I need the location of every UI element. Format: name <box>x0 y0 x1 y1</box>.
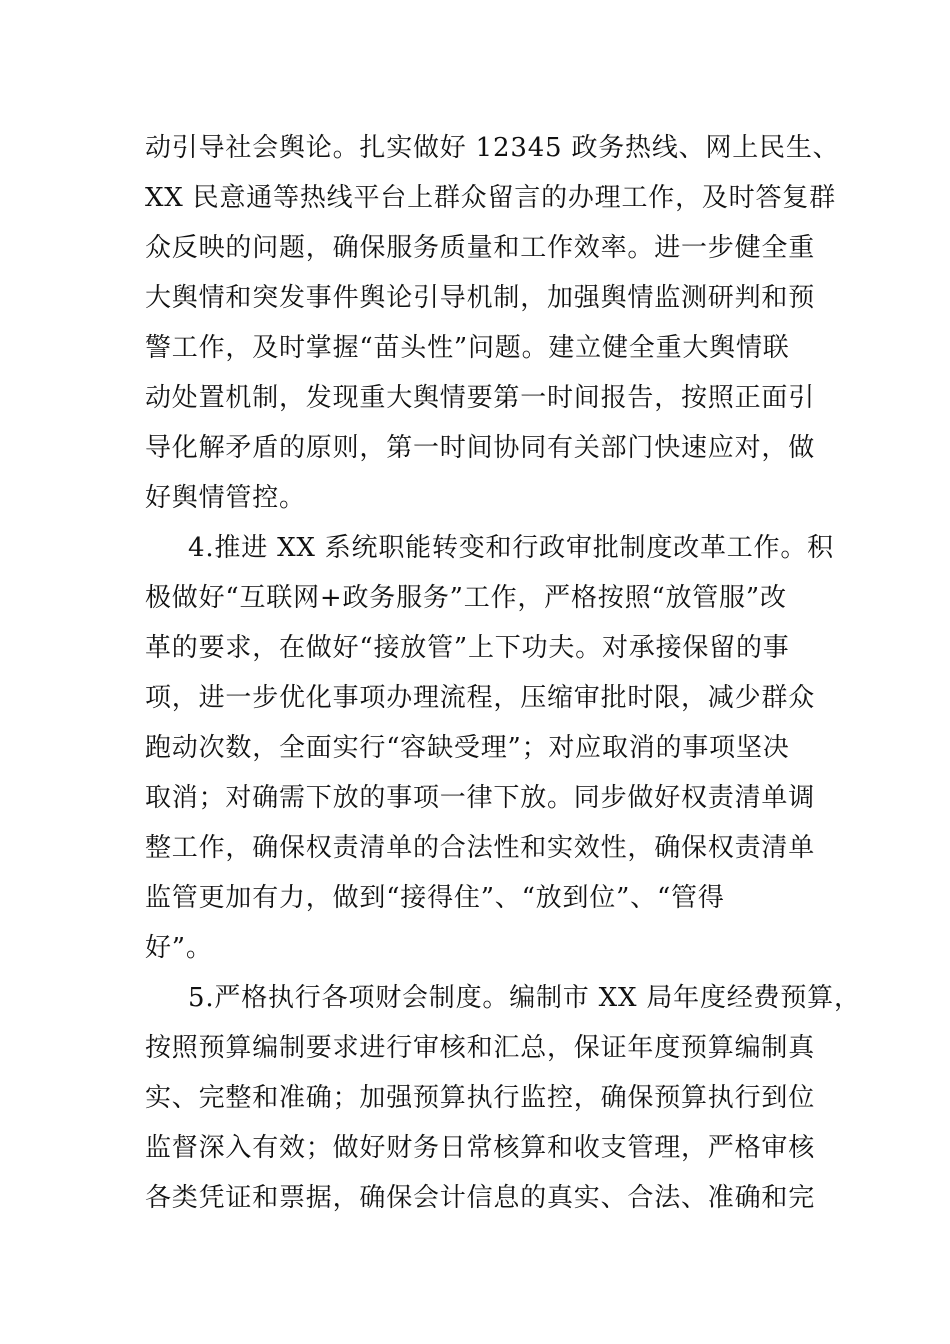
text-line: 警工作，及时掌握“苗头性”问题。建立健全重大舆情联 <box>145 333 790 363</box>
text-line: 取消；对确需下放的事项一律下放。同步做好权责清单调 <box>145 783 816 813</box>
text-line: 动处置机制，发现重大舆情要第一时间报告，按照正面引 <box>145 383 816 413</box>
text-line: 按照预算编制要求进行审核和汇总，保证年度预算编制真 <box>145 1033 816 1063</box>
text-line: XX 民意通等热线平台上群众留言的办理工作，及时答复群 <box>145 183 836 213</box>
text-line: 动引导社会舆论。扎实做好 12345 政务热线、网上民生、 <box>145 133 840 163</box>
text-line: 极做好“互联网+政务服务”工作，严格按照“放管服”改 <box>145 583 787 613</box>
text-line: 大舆情和突发事件舆论引导机制，加强舆情监测研判和预 <box>145 283 816 313</box>
text-line: 众反映的问题，确保服务质量和工作效率。进一步健全重 <box>145 233 816 263</box>
text-line: 整工作，确保权责清单的合法性和实效性，确保权责清单 <box>145 833 816 863</box>
text-line: 好”。 <box>145 933 213 963</box>
text-line: 各类凭证和票据，确保会计信息的真实、合法、准确和完 <box>145 1183 816 1213</box>
text-line: 革的要求，在做好“接放管”上下功夫。对承接保留的事 <box>145 633 790 663</box>
text-line: 监督深入有效；做好财务日常核算和收支管理，严格审核 <box>145 1133 816 1163</box>
text-line: 好舆情管控。 <box>145 483 306 513</box>
text-line: 实、完整和准确；加强预算执行监控，确保预算执行到位 <box>145 1083 816 1113</box>
text-line: 跑动次数，全面实行“容缺受理”；对应取消的事项坚决 <box>145 733 790 763</box>
text-line: 项，进一步优化事项办理流程，压缩审批时限，减少群众 <box>145 683 816 713</box>
paragraph-4-start: 4.推进 XX 系统职能转变和行政审批制度改革工作。积 <box>188 533 834 563</box>
text-line: 监管更加有力，做到“接得住”、“放到位”、“管得 <box>145 883 725 913</box>
text-line: 导化解矛盾的原则，第一时间协同有关部门快速应对，做 <box>145 433 816 463</box>
paragraph-5-start: 5.严格执行各项财会制度。编制市 XX 局年度经费预算， <box>188 983 861 1013</box>
